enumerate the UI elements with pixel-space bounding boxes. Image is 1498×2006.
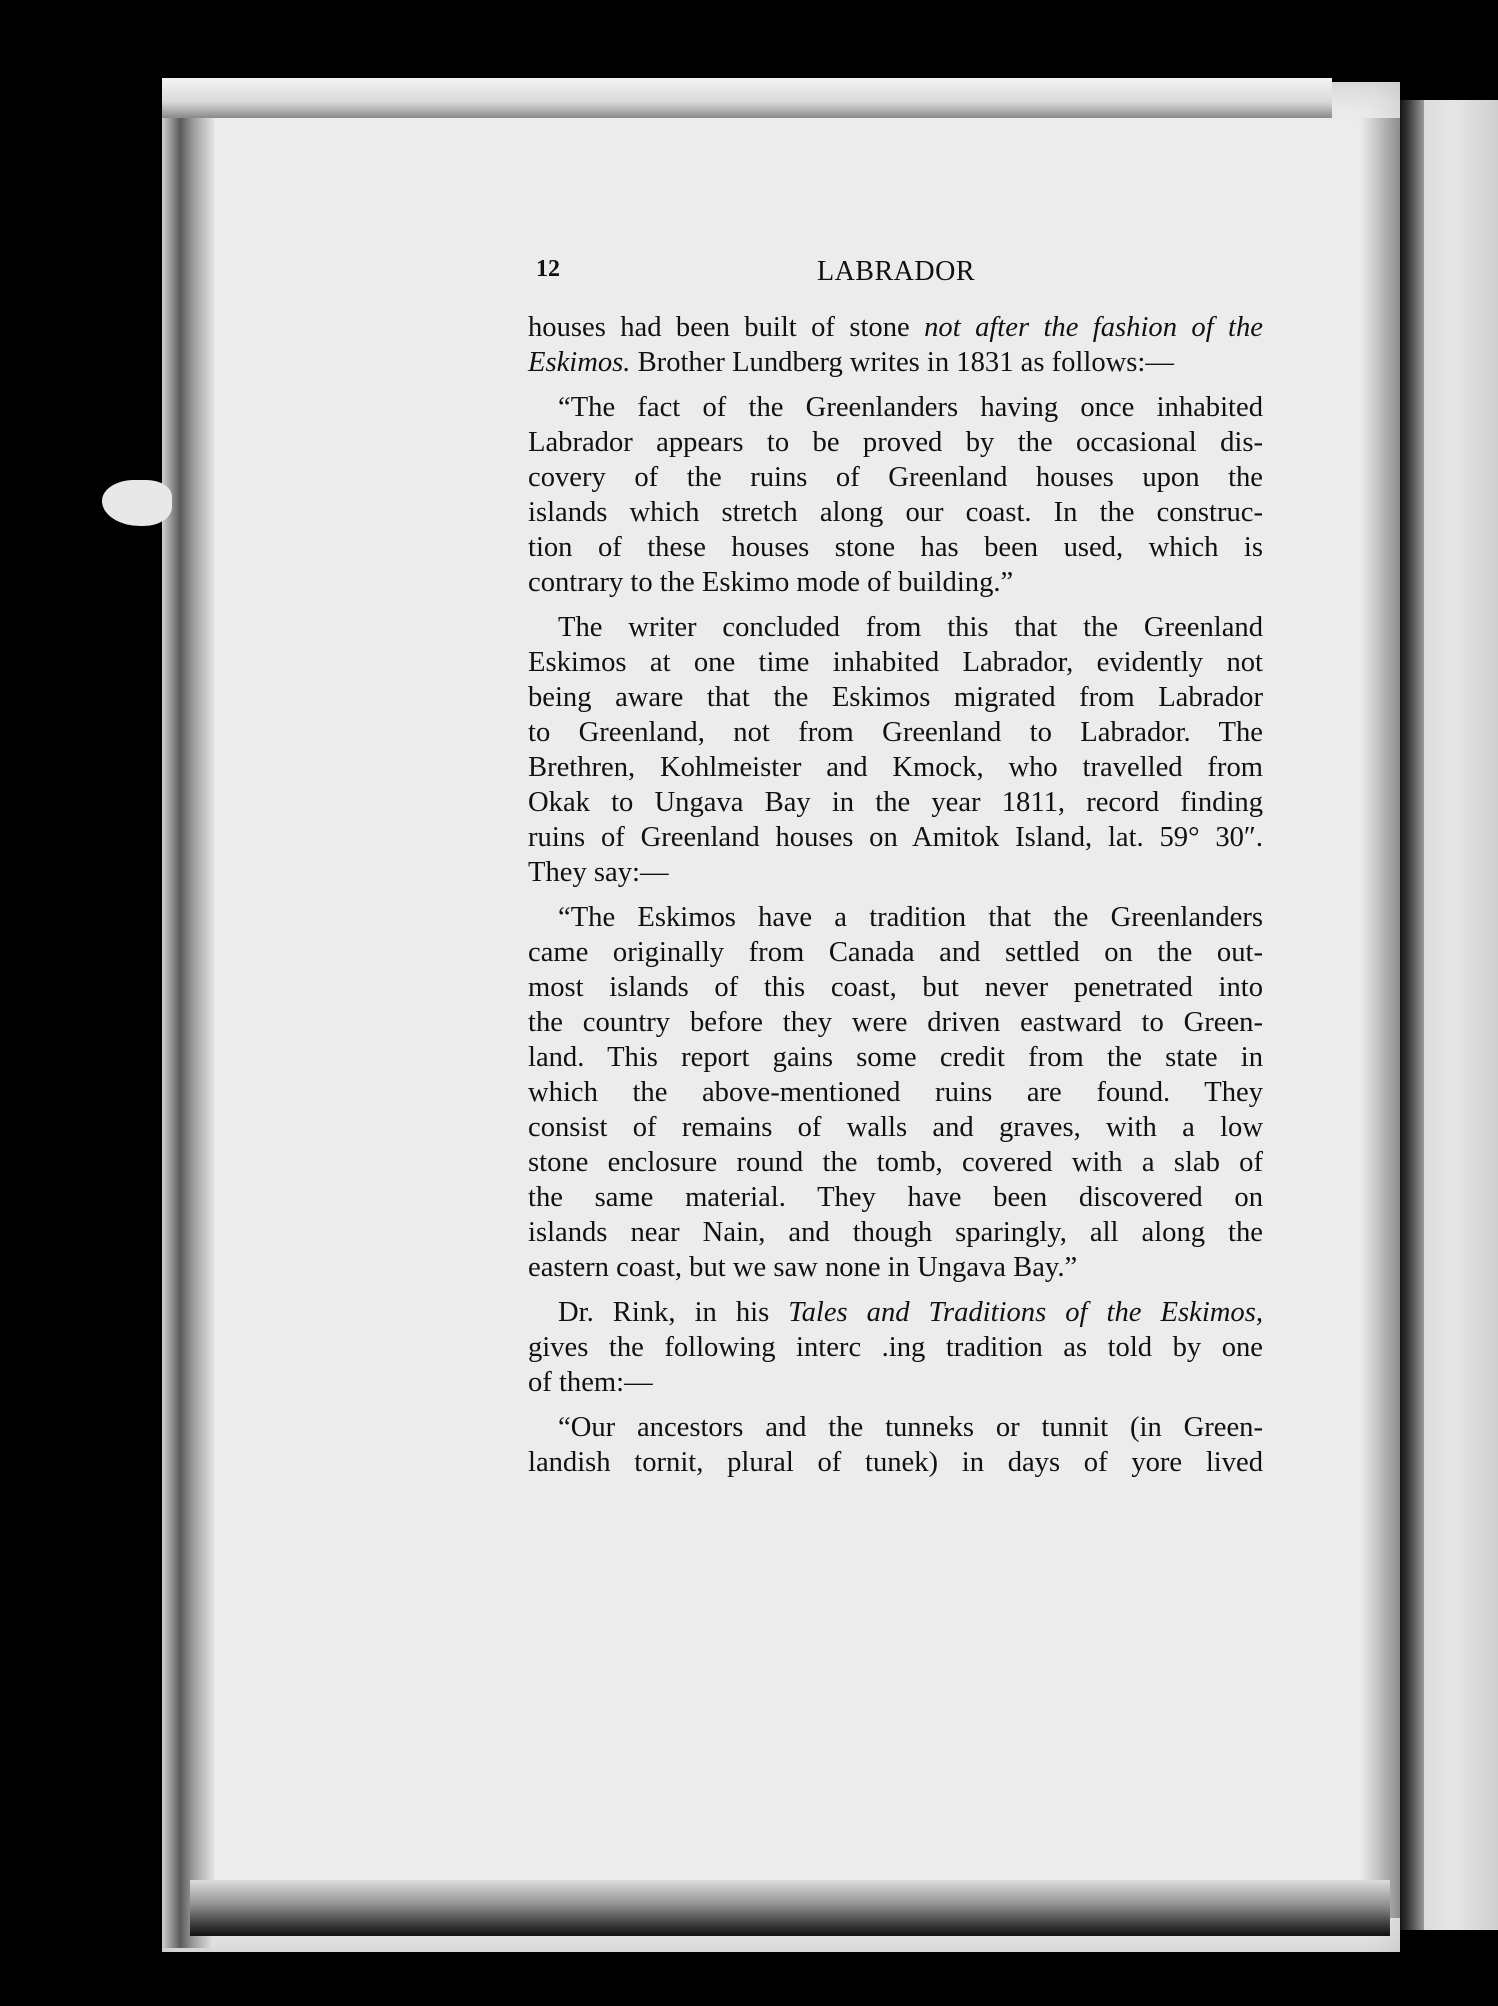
text-segment: landish tornit, plural of tunek) in days of yore lived xyxy=(528,1447,1263,1478)
text-line xyxy=(528,855,1263,890)
text-line xyxy=(528,1250,1263,1285)
page-top-edge xyxy=(162,78,1332,118)
text-line xyxy=(528,390,1263,425)
text-line xyxy=(528,900,1263,935)
page-number: 12 xyxy=(536,256,560,282)
text-segment: being aware that the Eskimos migrated from Labrador xyxy=(528,682,1263,713)
text-segment: gives the following interc .ing tradition as told by one xyxy=(528,1332,1263,1363)
running-head xyxy=(536,256,1256,292)
text-segment: “The fact of the Greenlanders having once inhabited xyxy=(558,392,1263,423)
text-line xyxy=(528,1180,1263,1215)
text-segment: ruins of Greenland houses on Amitok Island, lat. 59° 30″. xyxy=(528,822,1263,853)
page-gutter xyxy=(162,118,214,1948)
italic-text: not after the fashion of the xyxy=(924,312,1263,343)
paragraph xyxy=(528,390,1263,600)
italic-text: Tales and Traditions of the Eskimos, xyxy=(788,1297,1263,1328)
text-line xyxy=(528,310,1263,345)
text-segment: Eskimos at one time inhabited Labrador, evidently not xyxy=(528,647,1263,678)
text-line xyxy=(528,750,1263,785)
text-segment: Brother Lundberg writes in 1831 as follows:— xyxy=(630,347,1174,378)
paragraph xyxy=(528,1410,1263,1480)
facing-page-edge xyxy=(1398,100,1424,1930)
text-segment: contrary to the Eskimo mode of building.” xyxy=(528,567,1014,598)
text-line xyxy=(528,1110,1263,1145)
text-segment: eastern coast, but we saw none in Ungava Bay.” xyxy=(528,1252,1078,1283)
text-segment: to Greenland, not from Greenland to Labrador. The xyxy=(528,717,1263,748)
text-line xyxy=(528,1145,1263,1180)
text-segment: which the above-mentioned ruins are found. They xyxy=(528,1077,1263,1108)
text-line xyxy=(528,1410,1263,1445)
text-line xyxy=(528,610,1263,645)
text-line xyxy=(528,1040,1263,1075)
text-line xyxy=(528,1005,1263,1040)
text-line xyxy=(528,645,1263,680)
text-segment: islands near Nain, and though sparingly, all along the xyxy=(528,1217,1263,1248)
page-bottom-edge xyxy=(190,1880,1390,1936)
text-segment: stone enclosure round the tomb, covered with a slab of xyxy=(528,1147,1263,1178)
paragraph xyxy=(528,610,1263,890)
text-segment: “The Eskimos have a tradition that the Greenlanders xyxy=(558,902,1263,933)
text-line xyxy=(528,970,1263,1005)
text-line xyxy=(528,1215,1263,1250)
text-segment: houses had been built of stone xyxy=(528,312,925,343)
text-segment: tion of these houses stone has been used, which is xyxy=(528,532,1263,563)
text-segment: islands which stretch along our coast. In the construc- xyxy=(528,497,1263,528)
text-segment: the same material. They have been discovered on xyxy=(528,1182,1263,1213)
text-segment: “Our ancestors and the tunneks or tunnit (in Green- xyxy=(558,1412,1263,1443)
paragraph xyxy=(528,310,1263,380)
text-line xyxy=(528,565,1263,600)
text-line xyxy=(528,715,1263,750)
body-text xyxy=(528,310,1263,1490)
text-segment: most islands of this coast, but never penetrated into xyxy=(528,972,1263,1003)
text-segment: Brethren, Kohlmeister and Kmock, who travelled from xyxy=(528,752,1263,783)
text-line xyxy=(528,495,1263,530)
text-line xyxy=(528,1075,1263,1110)
text-segment: covery of the ruins of Greenland houses upon the xyxy=(528,462,1263,493)
running-title: LABRADOR xyxy=(816,256,975,287)
text-segment: The writer concluded from this that the Greenland xyxy=(558,612,1263,643)
text-line xyxy=(528,820,1263,855)
text-line xyxy=(528,345,1263,380)
text-line xyxy=(528,530,1263,565)
text-line xyxy=(528,425,1263,460)
text-line xyxy=(528,1330,1263,1365)
text-segment: Dr. Rink, in his xyxy=(558,1297,789,1328)
text-segment: They say:— xyxy=(528,857,669,888)
paper-tab-mark xyxy=(102,480,172,526)
text-segment: came originally from Canada and settled on the out- xyxy=(528,937,1263,968)
text-line xyxy=(528,680,1263,715)
text-line xyxy=(528,460,1263,495)
paragraph xyxy=(528,1295,1263,1400)
text-segment: consist of remains of walls and graves, with a low xyxy=(528,1112,1263,1143)
text-segment: land. This report gains some credit from the state in xyxy=(528,1042,1263,1073)
paragraph xyxy=(528,900,1263,1285)
text-segment: Labrador appears to be proved by the occasional dis- xyxy=(528,427,1263,458)
text-line xyxy=(528,1295,1263,1330)
italic-text: Eskimos. xyxy=(528,347,631,378)
page-shadow xyxy=(1360,118,1400,1918)
text-line xyxy=(528,785,1263,820)
text-segment: Okak to Ungava Bay in the year 1811, record finding xyxy=(528,787,1263,818)
text-line xyxy=(528,935,1263,970)
text-segment: of them:— xyxy=(528,1367,653,1398)
text-line xyxy=(528,1445,1263,1480)
text-line xyxy=(528,1365,1263,1400)
text-segment: the country before they were driven eastward to Green- xyxy=(528,1007,1263,1038)
